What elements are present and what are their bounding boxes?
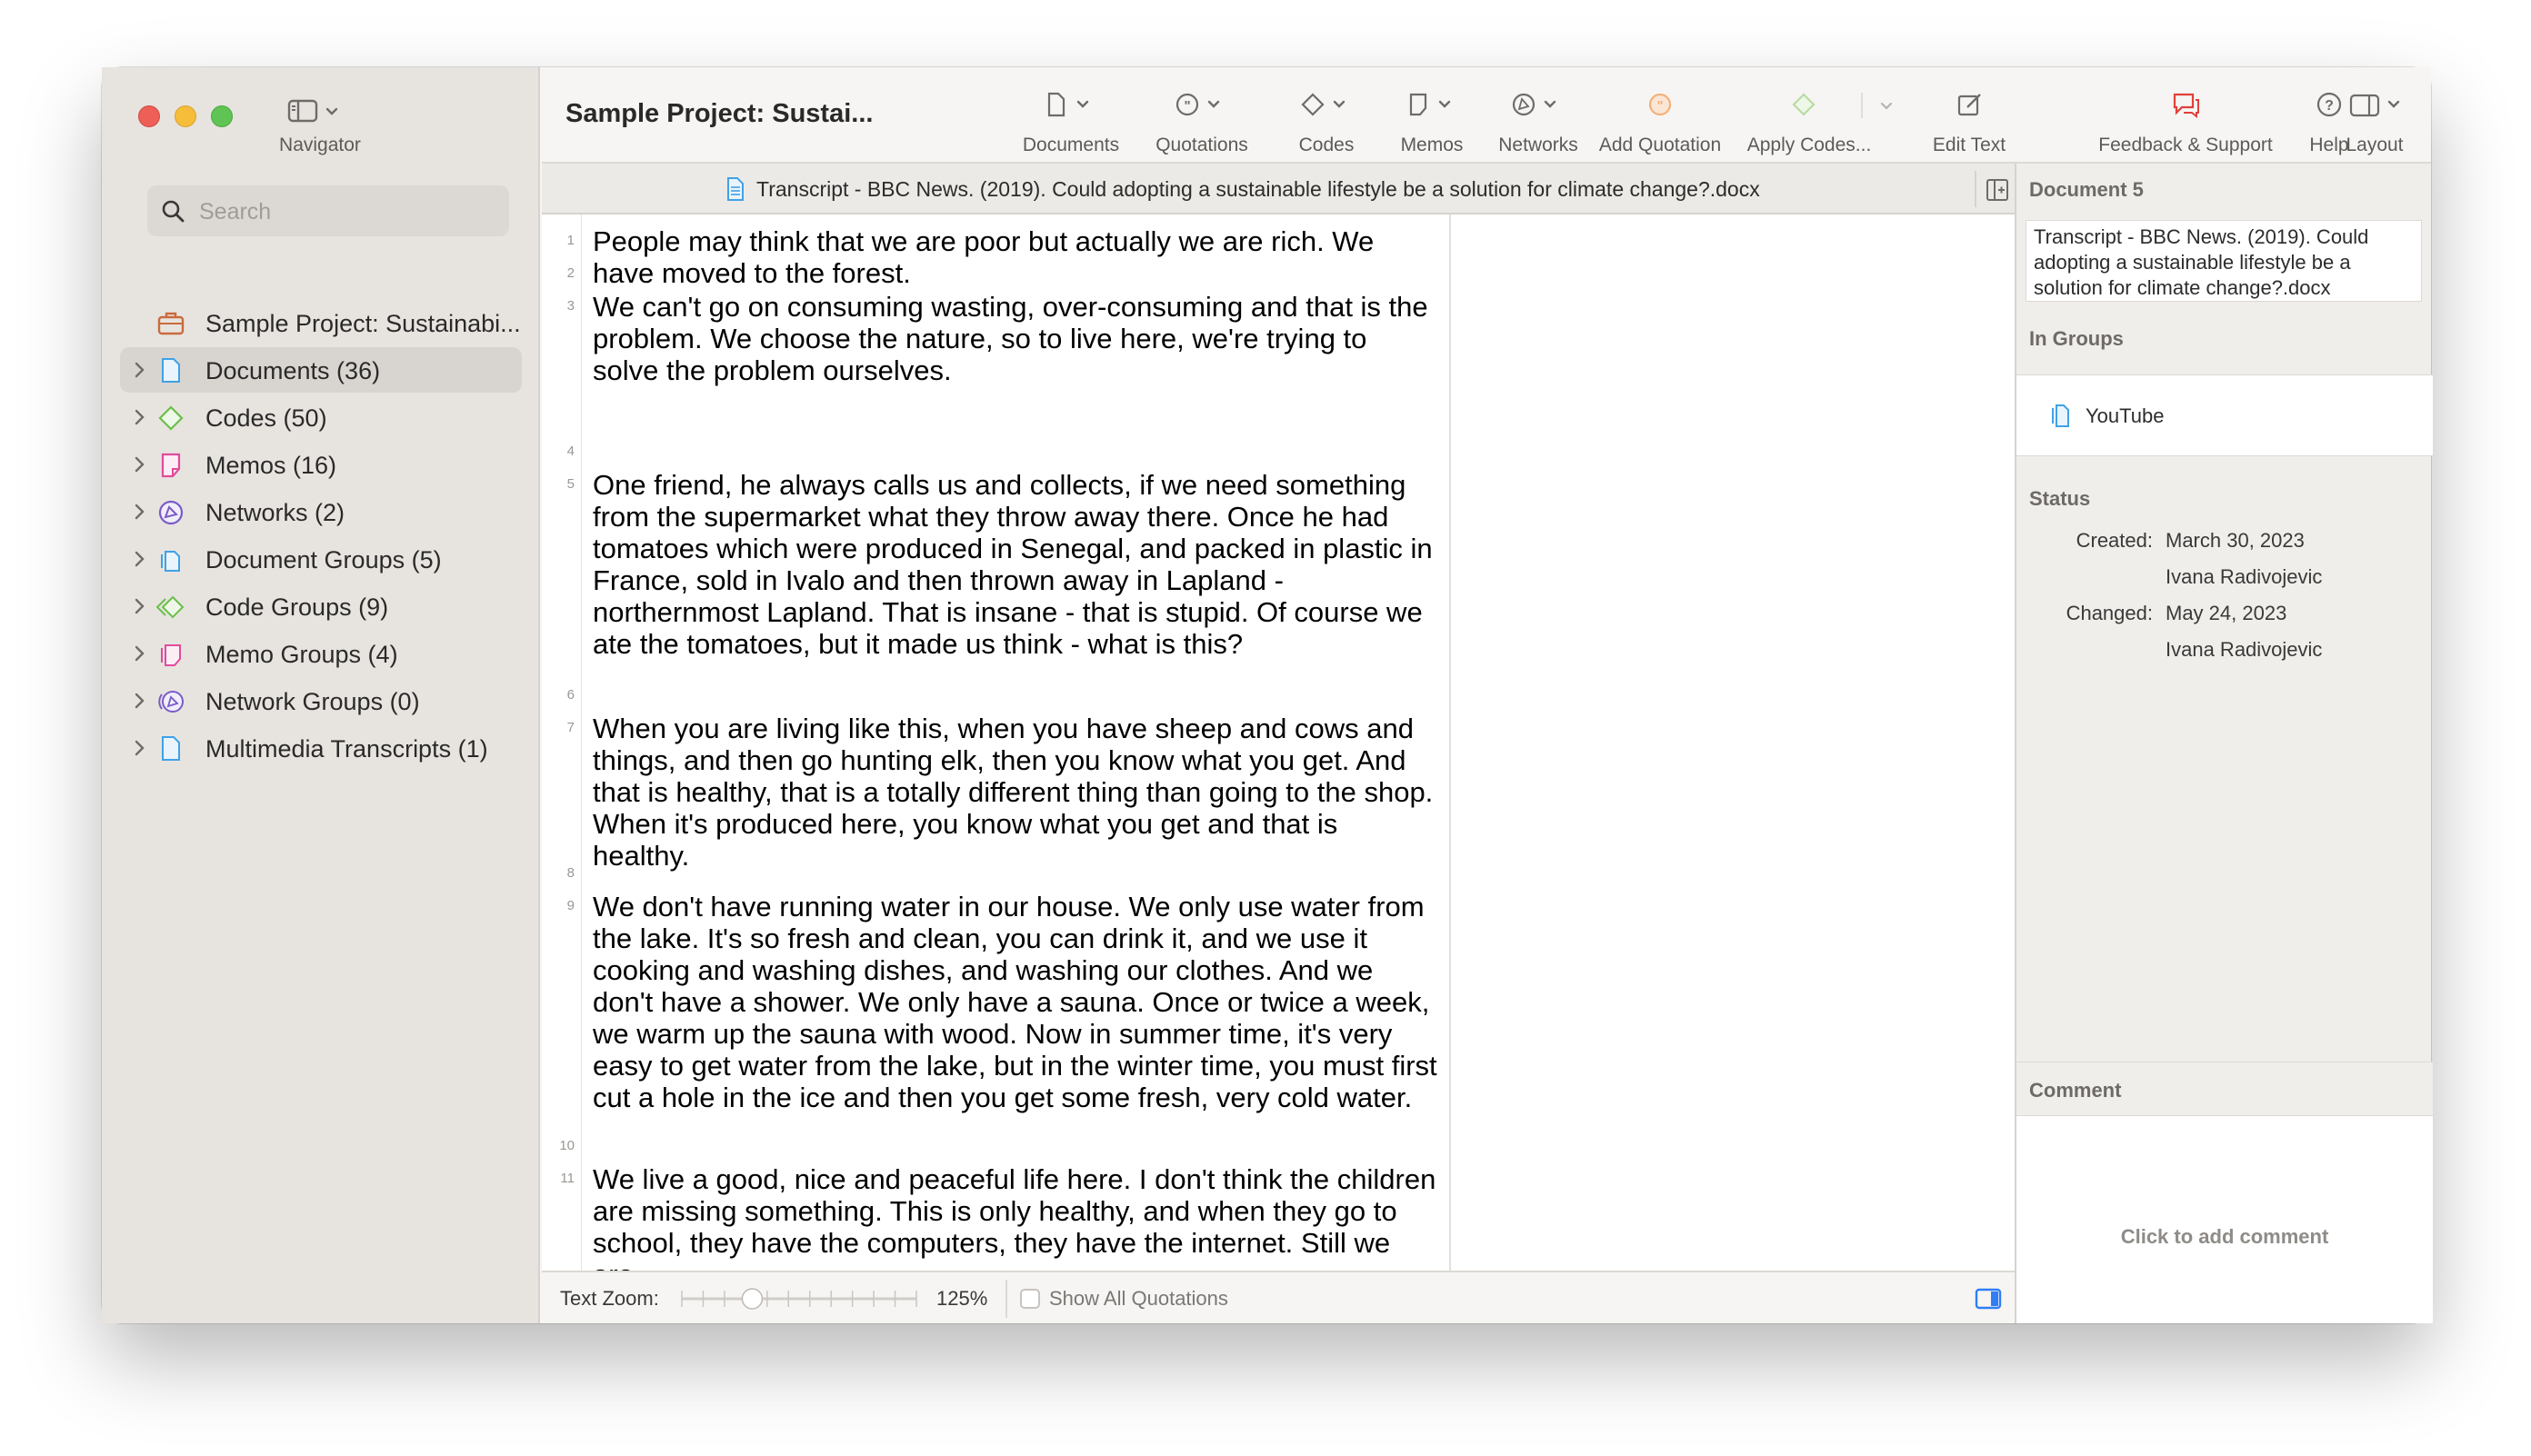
help-label: Help bbox=[2309, 135, 2349, 155]
split-view-button[interactable] bbox=[1975, 171, 2015, 207]
nav-network-groups[interactable] bbox=[120, 678, 522, 723]
chevron-right-icon[interactable] bbox=[133, 407, 147, 427]
code-icon bbox=[156, 404, 185, 432]
split-view-icon bbox=[1986, 178, 2009, 202]
text-zoom-label: Text Zoom: bbox=[560, 1287, 659, 1310]
project-title: Sample Project: Sustai... bbox=[565, 99, 874, 128]
groups-list bbox=[2016, 374, 2433, 456]
memo-group-icon bbox=[156, 641, 185, 668]
text-zoom-slider[interactable] bbox=[680, 1285, 918, 1312]
codes-label: Codes bbox=[1298, 135, 1355, 155]
line-number: 10 bbox=[559, 1138, 575, 1153]
nav-network-groups-label: Network Groups (0) bbox=[205, 688, 420, 715]
search-field[interactable] bbox=[147, 185, 509, 236]
line-number: 4 bbox=[566, 444, 575, 459]
search-icon bbox=[162, 200, 185, 224]
document-tab[interactable] bbox=[542, 164, 2015, 214]
line-number: 2 bbox=[566, 265, 575, 281]
project-briefcase-icon bbox=[156, 310, 185, 342]
document-icon bbox=[156, 357, 185, 384]
documents-label: Documents bbox=[1022, 135, 1120, 155]
zoom-window-button[interactable] bbox=[211, 105, 233, 127]
document-paragraph[interactable]: We live a good, nice and peaceful life here. I don't think the children are missing something. This is only healthy, and when they go to school, they have the computers, they have the internet. Still we bbox=[593, 1163, 1436, 1259]
nav-documents-label: Documents (36) bbox=[205, 357, 381, 384]
line-number: 7 bbox=[566, 720, 575, 735]
svg-text:?: ? bbox=[2325, 98, 2334, 114]
network-icon bbox=[1509, 91, 1567, 122]
chevron-right-icon[interactable] bbox=[133, 454, 147, 474]
navigator-sidebar bbox=[102, 67, 540, 1323]
nav-memos-label: Memos (16) bbox=[205, 452, 337, 479]
editor-footer bbox=[542, 1271, 2015, 1323]
document-editor[interactable] bbox=[542, 214, 2015, 1271]
feedback-bubble-icon bbox=[2171, 91, 2202, 122]
document-icon bbox=[724, 176, 747, 202]
memo-icon bbox=[1404, 91, 1462, 122]
chevron-right-icon[interactable] bbox=[133, 360, 147, 380]
nav-document-groups[interactable] bbox=[120, 536, 522, 582]
project-label: Sample Project: Sustainabi... bbox=[205, 310, 521, 337]
chevron-right-icon[interactable] bbox=[133, 643, 147, 663]
feedback-support-button[interactable] bbox=[2076, 91, 2295, 160]
zoom-slider-thumb[interactable] bbox=[742, 1289, 762, 1309]
network-group-icon bbox=[156, 688, 185, 715]
inspector-toggle-icon[interactable] bbox=[1975, 1287, 2002, 1311]
layout-button[interactable] bbox=[2320, 91, 2429, 160]
quotations-button[interactable] bbox=[1138, 91, 1266, 160]
nav-networks[interactable] bbox=[120, 489, 522, 534]
edit-text-label: Edit Text bbox=[1932, 135, 2006, 155]
show-all-quotations-checkbox[interactable] bbox=[1020, 1289, 1040, 1309]
svg-text:": " bbox=[1656, 98, 1664, 114]
nav-memos[interactable] bbox=[120, 442, 522, 487]
show-all-quotations-label[interactable]: Show All Quotations bbox=[1049, 1287, 1228, 1310]
line-number-gutter bbox=[542, 214, 582, 1271]
feedback-support-label: Feedback & Support bbox=[2098, 135, 2273, 155]
edit-text-button[interactable] bbox=[1915, 91, 2024, 160]
line-number: 11 bbox=[560, 1171, 575, 1186]
apply-codes-icon bbox=[1787, 91, 1896, 122]
comment-placeholder[interactable]: Click to add comment bbox=[2120, 1225, 2329, 1248]
in-groups-heading: In Groups bbox=[2029, 327, 2124, 350]
code-icon bbox=[1298, 91, 1356, 122]
created-by: Ivana Radivojevic bbox=[2166, 565, 2323, 588]
minimize-window-button[interactable] bbox=[175, 105, 196, 127]
memo-icon bbox=[156, 452, 185, 479]
close-window-button[interactable] bbox=[138, 105, 160, 127]
document-group-icon bbox=[2049, 403, 2073, 428]
text-zoom-value: 125% bbox=[936, 1287, 988, 1310]
nav-codes[interactable] bbox=[120, 394, 522, 440]
document-paragraph[interactable]: People may think that we are poor but actually we are rich. We have moved to the forest. bbox=[593, 225, 1375, 289]
nav-memo-groups-label: Memo Groups (4) bbox=[205, 641, 398, 668]
layout-icon bbox=[2346, 91, 2409, 122]
quotation-icon bbox=[1173, 91, 1231, 122]
nav-document-groups-label: Document Groups (5) bbox=[205, 546, 442, 573]
document-group-icon bbox=[156, 546, 185, 573]
footer-divider bbox=[1005, 1280, 1007, 1318]
status-heading: Status bbox=[2029, 487, 2091, 510]
nav-networks-label: Networks (2) bbox=[205, 499, 345, 526]
changed-by: Ivana Radivojevic bbox=[2166, 638, 2323, 661]
chevron-right-icon[interactable] bbox=[133, 549, 147, 569]
document-paragraph[interactable]: One friend, he always calls us and collects, if we need something from the supermarket what they throw away there. Once he had tomatoes which were produced in Senegal, and packed in plastic in France, sold in Ivalo and then thrown away in Lapland - northernmost Lapland. That is insane - that is stupid. Of course we ate the tomatoes, but it made us think - what is this? bbox=[593, 469, 1433, 660]
document-paragraph[interactable]: When you are living like this, when you have sheep and cows and things, and then go hunting elk, then you know what you get. And that is healthy, that is a totally different thing than going to the shop. When it's produced here, you know what you get and that is healthy. bbox=[593, 713, 1434, 872]
inspector-panel bbox=[2015, 164, 2431, 1323]
line-number: 5 bbox=[566, 476, 575, 492]
network-icon bbox=[156, 499, 185, 526]
nav-codes-label: Codes (50) bbox=[205, 404, 327, 432]
code-group-icon bbox=[156, 593, 185, 621]
add-quotation-label: Add Quotation bbox=[1598, 135, 1722, 155]
document-paragraph[interactable]: We can't go on consuming wasting, over-consuming and that is the problem. We choose the nature, so to live here, we're trying to solve the problem ourselves. bbox=[593, 291, 1428, 386]
line-number: 1 bbox=[566, 233, 575, 248]
memos-label: Memos bbox=[1400, 135, 1464, 155]
document-name-field[interactable]: Transcript - BBC News. (2019). Could adopting a sustainable lifestyle be a solution for climate change?.docx bbox=[2026, 220, 2422, 302]
nav-memo-groups[interactable] bbox=[120, 631, 522, 676]
group-item-youtube[interactable]: YouTube bbox=[2086, 404, 2165, 427]
memos-button[interactable] bbox=[1382, 91, 1482, 160]
layout-label: Layout bbox=[2346, 135, 2404, 155]
transcript-icon bbox=[156, 735, 185, 763]
comment-area[interactable] bbox=[2016, 1116, 2433, 1323]
networks-button[interactable] bbox=[1484, 91, 1593, 160]
nav-code-groups[interactable] bbox=[120, 583, 522, 629]
edit-text-icon bbox=[1955, 91, 1986, 122]
sidebar-icon bbox=[287, 98, 344, 125]
nav-multimedia-transcripts-label: Multimedia Transcripts (1) bbox=[205, 735, 488, 763]
networks-label: Networks bbox=[1498, 135, 1578, 155]
changed-label: Changed: bbox=[2066, 602, 2153, 624]
nav-code-groups-label: Code Groups (9) bbox=[205, 593, 389, 621]
quotations-label: Quotations bbox=[1155, 135, 1248, 155]
add-quotation-button[interactable] bbox=[1587, 91, 1733, 160]
line-number: 9 bbox=[566, 898, 575, 913]
add-quotation-icon bbox=[1646, 91, 1676, 122]
created-date: March 30, 2023 bbox=[2166, 529, 2305, 552]
inspector-doc-heading: Document 5 bbox=[2029, 178, 2144, 201]
document-icon bbox=[1042, 91, 1100, 122]
line-number: 3 bbox=[566, 298, 575, 314]
nav-multimedia-transcripts[interactable] bbox=[120, 725, 522, 771]
apply-codes-button[interactable] bbox=[1736, 91, 1896, 160]
document-text-column[interactable] bbox=[542, 214, 1451, 1271]
line-number: 6 bbox=[566, 687, 575, 703]
codes-button[interactable] bbox=[1276, 91, 1376, 160]
created-label: Created: bbox=[2076, 529, 2153, 552]
comment-header bbox=[2016, 1062, 2433, 1116]
nav-documents[interactable] bbox=[120, 347, 522, 393]
svg-text:": " bbox=[1184, 98, 1191, 114]
project-item[interactable] bbox=[120, 300, 522, 345]
line-number: 8 bbox=[566, 865, 575, 881]
navigator-label: Navigator bbox=[279, 135, 361, 155]
chevron-right-icon[interactable] bbox=[133, 502, 147, 522]
margin-area[interactable] bbox=[1451, 214, 2015, 1271]
app-window bbox=[102, 67, 2431, 1323]
changed-date: May 24, 2023 bbox=[2166, 602, 2287, 624]
chevron-right-icon[interactable] bbox=[133, 691, 147, 711]
documents-button[interactable] bbox=[1015, 91, 1127, 160]
document-paragraph[interactable]: We don't have running water in our house. We only use water from the lake. It's so fresh and clean, you can drink it, and we use it cooking and washing dishes, and washing our clothes. And we don't have a shower. We only have a sauna. Once or twice a week, we warm up the sauna with wood. Now in summer time, it's very easy to get water from the lake, but in the winter time, you must first cut a hole in the ice and then you get some fresh, very cold water. bbox=[593, 891, 1437, 1113]
chevron-right-icon[interactable] bbox=[133, 596, 147, 616]
document-tab-title: Transcript - BBC News. (2019). Could adopting a sustainable lifestyle be a solution for climate change?.docx bbox=[756, 177, 1760, 201]
apply-codes-label: Apply Codes... bbox=[1746, 135, 1872, 155]
search-placeholder: Search bbox=[199, 199, 272, 224]
chevron-right-icon[interactable] bbox=[133, 738, 147, 758]
toolbar bbox=[542, 67, 2431, 164]
comment-heading: Comment bbox=[2029, 1079, 2122, 1102]
